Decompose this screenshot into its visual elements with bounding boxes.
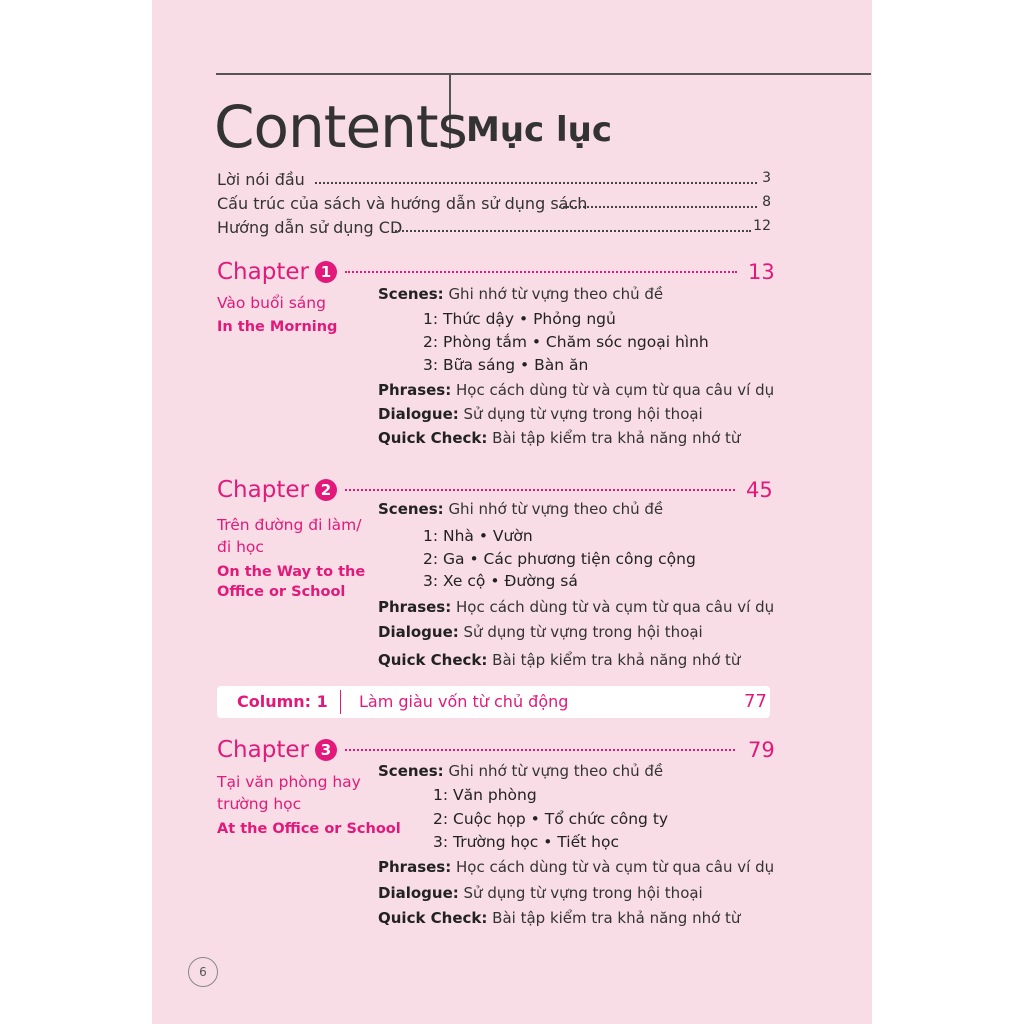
- column-page: 77: [744, 691, 767, 712]
- column-title: Làm giàu vốn từ chủ động: [359, 692, 569, 711]
- dialogue-row: Dialogue: Sử dụng từ vựng trong hội thoại: [378, 884, 703, 902]
- leader-dots: [345, 749, 735, 751]
- chapter-title-vi: Vào buổi sáng: [217, 294, 326, 312]
- chapter-title-vi: đi học: [217, 538, 264, 556]
- chapter-title-en: In the Morning: [217, 319, 338, 335]
- scene-item: 3: Trường học • Tiết học: [433, 833, 619, 851]
- chapter-heading[interactable]: [217, 476, 337, 504]
- scene-item: 2: Phòng tắm • Chăm sóc ngoại hình: [423, 333, 709, 351]
- chapter-title-vi: Tại văn phòng hay: [217, 773, 361, 791]
- chapter-word: Chapter: [217, 259, 309, 285]
- chapter-number-badge: 2: [315, 479, 337, 501]
- dialogue-row: Dialogue: Sử dụng từ vựng trong hội thoại: [378, 623, 703, 641]
- quick-check-row: Quick Check: Bài tập kiểm tra khả năng nhớ từ: [378, 429, 741, 447]
- chapter-title-en: Office or School: [217, 584, 346, 600]
- toc-entry-label: Cấu trúc của sách và hướng dẫn sử dụng sách: [217, 194, 588, 213]
- quick-check-row: Quick Check: Bài tập kiểm tra khả năng nhớ từ: [378, 909, 741, 927]
- scene-item: 1: Nhà • Vườn: [423, 527, 533, 545]
- chapter-page: 13: [748, 260, 775, 284]
- chapter-title-vi: trường học: [217, 795, 302, 813]
- toc-entry-label: Hướng dẫn sử dụng CD: [217, 218, 403, 237]
- scene-item: 3: Bữa sáng • Bàn ăn: [423, 356, 589, 374]
- phrases-row: Phrases: Học cách dùng từ và cụm từ qua câu ví dụ: [378, 858, 775, 876]
- toc-entry-page: 8: [762, 194, 771, 210]
- scene-item: 1: Thức dậy • Phỏng ngủ: [423, 310, 616, 328]
- chapter-title-vi: Trên đường đi làm/: [217, 516, 362, 534]
- dialogue-row: Dialogue: Sử dụng từ vựng trong hội thoại: [378, 405, 703, 423]
- toc-entry[interactable]: [217, 170, 771, 190]
- scenes-row: Scenes: Ghi nhớ từ vựng theo chủ đề: [378, 500, 664, 518]
- top-rule: [216, 73, 871, 75]
- chapter-title-en: At the Office or School: [217, 821, 401, 837]
- leader-dots: [395, 230, 751, 232]
- toc-entry[interactable]: [217, 218, 771, 238]
- scene-item: 1: Văn phòng: [433, 786, 537, 804]
- chapter-number-badge: 3: [315, 739, 337, 761]
- column-divider: [340, 690, 341, 714]
- chapter-number-badge: 1: [315, 261, 337, 283]
- toc-entry-page: 3: [762, 170, 771, 186]
- quick-check-row: Quick Check: Bài tập kiểm tra khả năng nhớ từ: [378, 651, 741, 669]
- leader-dots: [559, 206, 757, 208]
- scenes-row: Scenes: Ghi nhớ từ vựng theo chủ đề: [378, 285, 664, 303]
- leader-dots: [345, 271, 737, 273]
- phrases-row: Phrases: Học cách dùng từ và cụm từ qua câu ví dụ: [378, 598, 775, 616]
- scenes-row: Scenes: Ghi nhớ từ vựng theo chủ đề: [378, 762, 664, 780]
- chapter-page: 79: [748, 738, 775, 762]
- scene-item: 2: Ga • Các phương tiện công cộng: [423, 550, 696, 568]
- leader-dots: [345, 489, 735, 491]
- scene-item: 2: Cuộc họp • Tổ chức công ty: [433, 810, 669, 828]
- page-title-vi: Mục lục: [466, 110, 613, 150]
- chapter-word: Chapter: [217, 737, 309, 763]
- page-title: Contents: [214, 93, 467, 161]
- phrases-row: Phrases: Học cách dùng từ và cụm từ qua câu ví dụ: [378, 381, 775, 399]
- scene-item: 3: Xe cộ • Đường sá: [423, 572, 578, 590]
- toc-entry[interactable]: [217, 194, 771, 214]
- page-number: 6: [188, 957, 218, 987]
- leader-dots: [315, 182, 757, 184]
- chapter-title-en: On the Way to the: [217, 564, 366, 580]
- chapter-heading[interactable]: [217, 258, 337, 286]
- chapter-heading[interactable]: [217, 736, 337, 764]
- toc-entry-label: Lời nói đầu: [217, 170, 305, 189]
- chapter-word: Chapter: [217, 477, 309, 503]
- toc-entry-page: 12: [753, 218, 771, 234]
- column-label: Column: 1: [237, 692, 328, 711]
- chapter-page: 45: [746, 478, 773, 502]
